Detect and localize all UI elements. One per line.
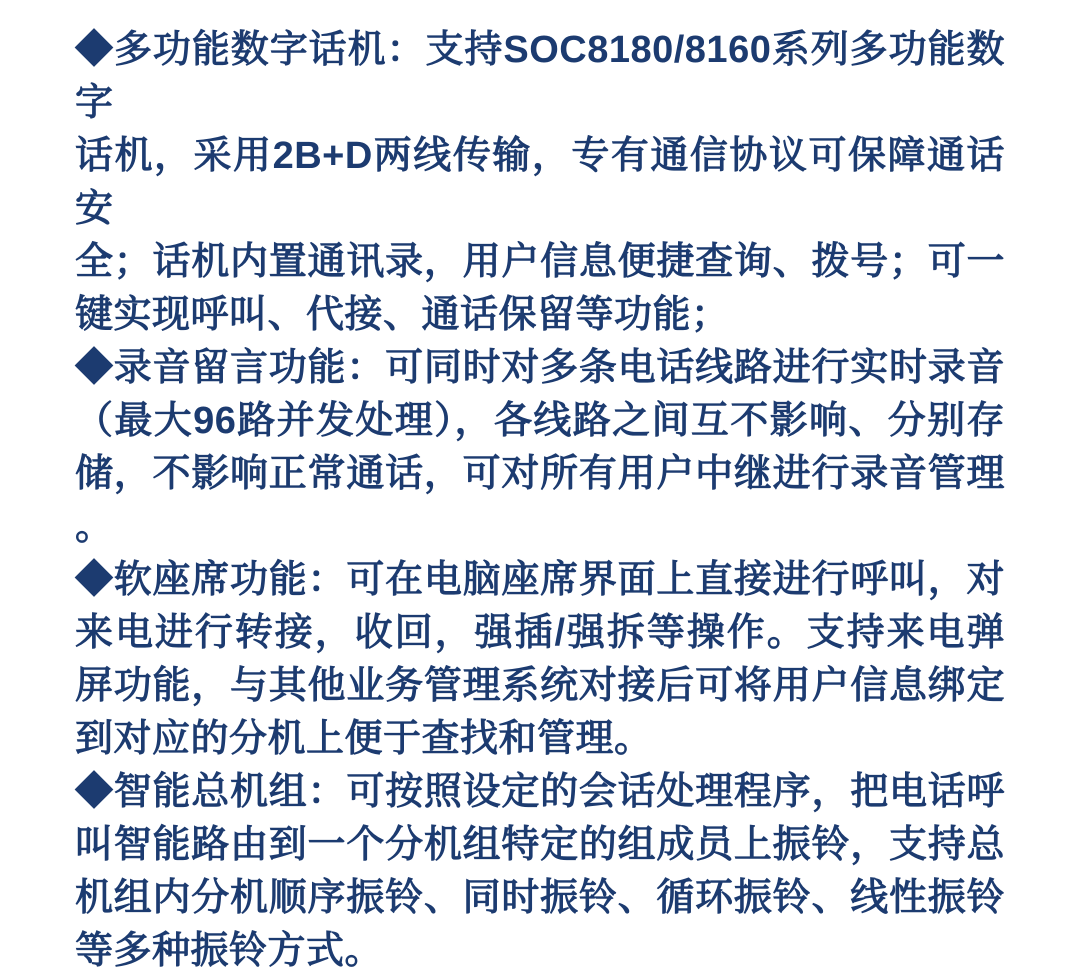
text-line: 储，不影响正常通话，可对所有用户中继进行录音管理 (75, 453, 1005, 495)
feature-paragraph (75, 766, 1005, 978)
text-line: 机组内分机顺序振铃、同时振铃、循环振铃、线性振铃 (75, 877, 1005, 919)
feature-paragraph (75, 554, 1005, 766)
feature-paragraph (75, 24, 1005, 342)
text-line: 屏功能，与其他业务管理系统对接后可将用户信息绑定 (75, 665, 1005, 707)
text-line: 等多种振铃方式。 (75, 930, 384, 972)
text-line: 到对应的分机上便于查找和管理。 (75, 718, 653, 760)
text-line: 全；话机内置通讯录，用户信息便捷查询、拨号；可一 (75, 241, 1005, 283)
text-line: ◆软座席功能：可在电脑座席界面上直接进行呼叫，对 (75, 559, 1005, 601)
text-line: 来电进行转接，收回，强插/强拆等操作。支持来电弹 (75, 612, 1005, 654)
text-line: （最大96路并发处理），各线路之间互不影响、分别存 (75, 400, 1005, 442)
text-line: 话机，采用2B+D两线传输，专有通信协议可保障通话安 (75, 135, 1005, 230)
text-line: ◆录音留言功能：可同时对多条电话线路进行实时录音 (75, 347, 1005, 389)
text-line: 。 (75, 506, 114, 548)
text-line: 叫智能路由到一个分机组特定的组成员上振铃，支持总 (75, 824, 1005, 866)
feature-paragraph (75, 342, 1005, 554)
text-line: ◆多功能数字话机：支持SOC8180/8160系列多功能数字 (75, 29, 1005, 124)
text-line: 键实现呼叫、代接、通话保留等功能； (75, 294, 730, 336)
text-line: ◆智能总机组：可按照设定的会话处理程序，把电话呼 (75, 771, 1005, 813)
